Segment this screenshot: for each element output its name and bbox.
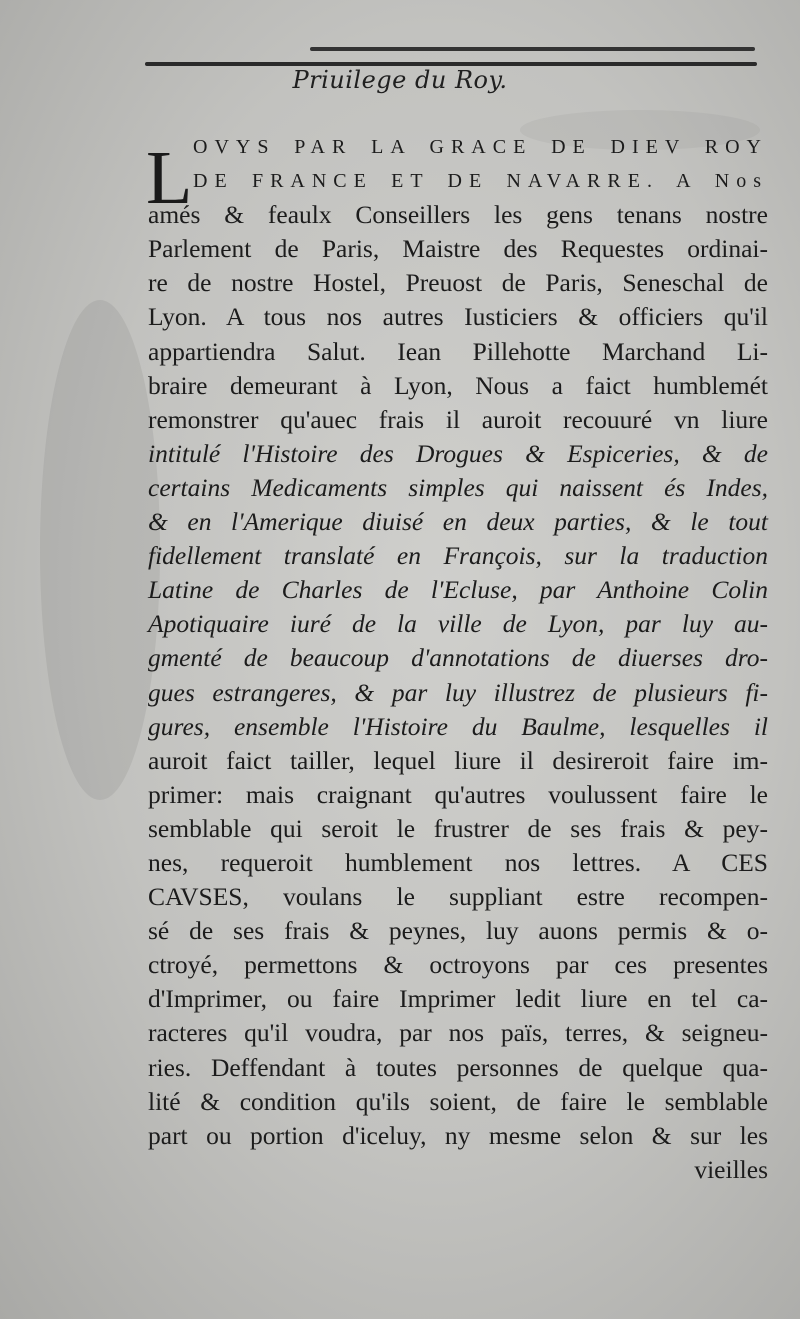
page-title: Priuilege du Roy. — [292, 66, 508, 94]
text-line: gmenté de beaucoup d'annotations de diuerses dro- — [148, 643, 768, 673]
text-line: amés & feaulx Conseillers les gens tenans nostre — [148, 200, 768, 230]
text-line: Lyon. A tous nos autres Iusticiers & officiers qu'il — [148, 302, 768, 332]
text-line: d'Imprimer, ou faire Imprimer ledit liure en tel ca- — [148, 984, 768, 1014]
text-line: Latine de Charles de l'Ecluse, par Anthoine Colin — [148, 575, 768, 605]
text-line: OVYS PAR LA GRACE DE DIEV ROY — [193, 136, 768, 158]
text-line: certains Medicaments simples qui naissent és Indes, — [148, 472, 768, 502]
body-text — [148, 130, 768, 1187]
text-line: sé de ses frais & peynes, luy auons permis & o- — [148, 916, 768, 946]
text-line: CAVSES, voulans le suppliant estre recompen- — [148, 882, 768, 912]
text-line: DE FRANCE ET DE NAVARRE. A Nos — [193, 170, 768, 193]
text-line: Apotiquaire iuré de la ville de Lyon, par luy au- — [148, 609, 768, 639]
text-line: gues estrangeres, & par luy illustrez de plusieurs fi- — [148, 677, 768, 707]
text-line: auroit faict tailler, lequel liure il desireroit faire im- — [148, 745, 768, 775]
text-line: primer: mais craignant qu'autres voulussent faire le — [148, 779, 768, 809]
text-line: appartiendra Salut. Iean Pillehotte Marchand Li- — [148, 336, 768, 366]
text-line: lité & condition qu'ils soient, de faire le semblable — [148, 1086, 768, 1116]
drop-cap: L — [146, 136, 193, 220]
text-line: nes, requeroit humblement nos lettres. A CES — [148, 847, 768, 877]
text-line: Parlement de Paris, Maistre des Requestes ordinai- — [148, 234, 768, 264]
text-line: gures, ensemble l'Histoire du Baulme, lesquelles il — [148, 711, 768, 741]
text-line: fidellement translaté en François, sur la traduction — [148, 541, 768, 571]
page-stain — [40, 300, 160, 800]
text-line: re de nostre Hostel, Preuost de Paris, Seneschal de — [148, 268, 768, 298]
text-line: ctroyé, permettons & octroyons par ces presentes — [148, 950, 768, 980]
text-line: racteres qu'il voudra, par nos païs, terres, & seigneu- — [148, 1018, 768, 1048]
text-line: ries. Deffendant à toutes personnes de quelque qua- — [148, 1052, 768, 1082]
text-line: semblable qui seroit le frustrer de ses frais & pey- — [148, 813, 768, 843]
text-line: intitulé l'Histoire des Drogues & Espiceries, & de — [148, 438, 768, 468]
text-line: & en l'Amerique diuisé en deux parties, & le tout — [148, 507, 768, 537]
text-line: remonstrer qu'auec frais il auroit recouuré vn liure — [148, 404, 768, 434]
text-line: braire demeurant à Lyon, Nous a faict humblemét — [148, 370, 768, 400]
text-line: part ou portion d'iceluy, ny mesme selon & sur les — [148, 1120, 768, 1150]
catchword: vieilles — [694, 1154, 768, 1184]
